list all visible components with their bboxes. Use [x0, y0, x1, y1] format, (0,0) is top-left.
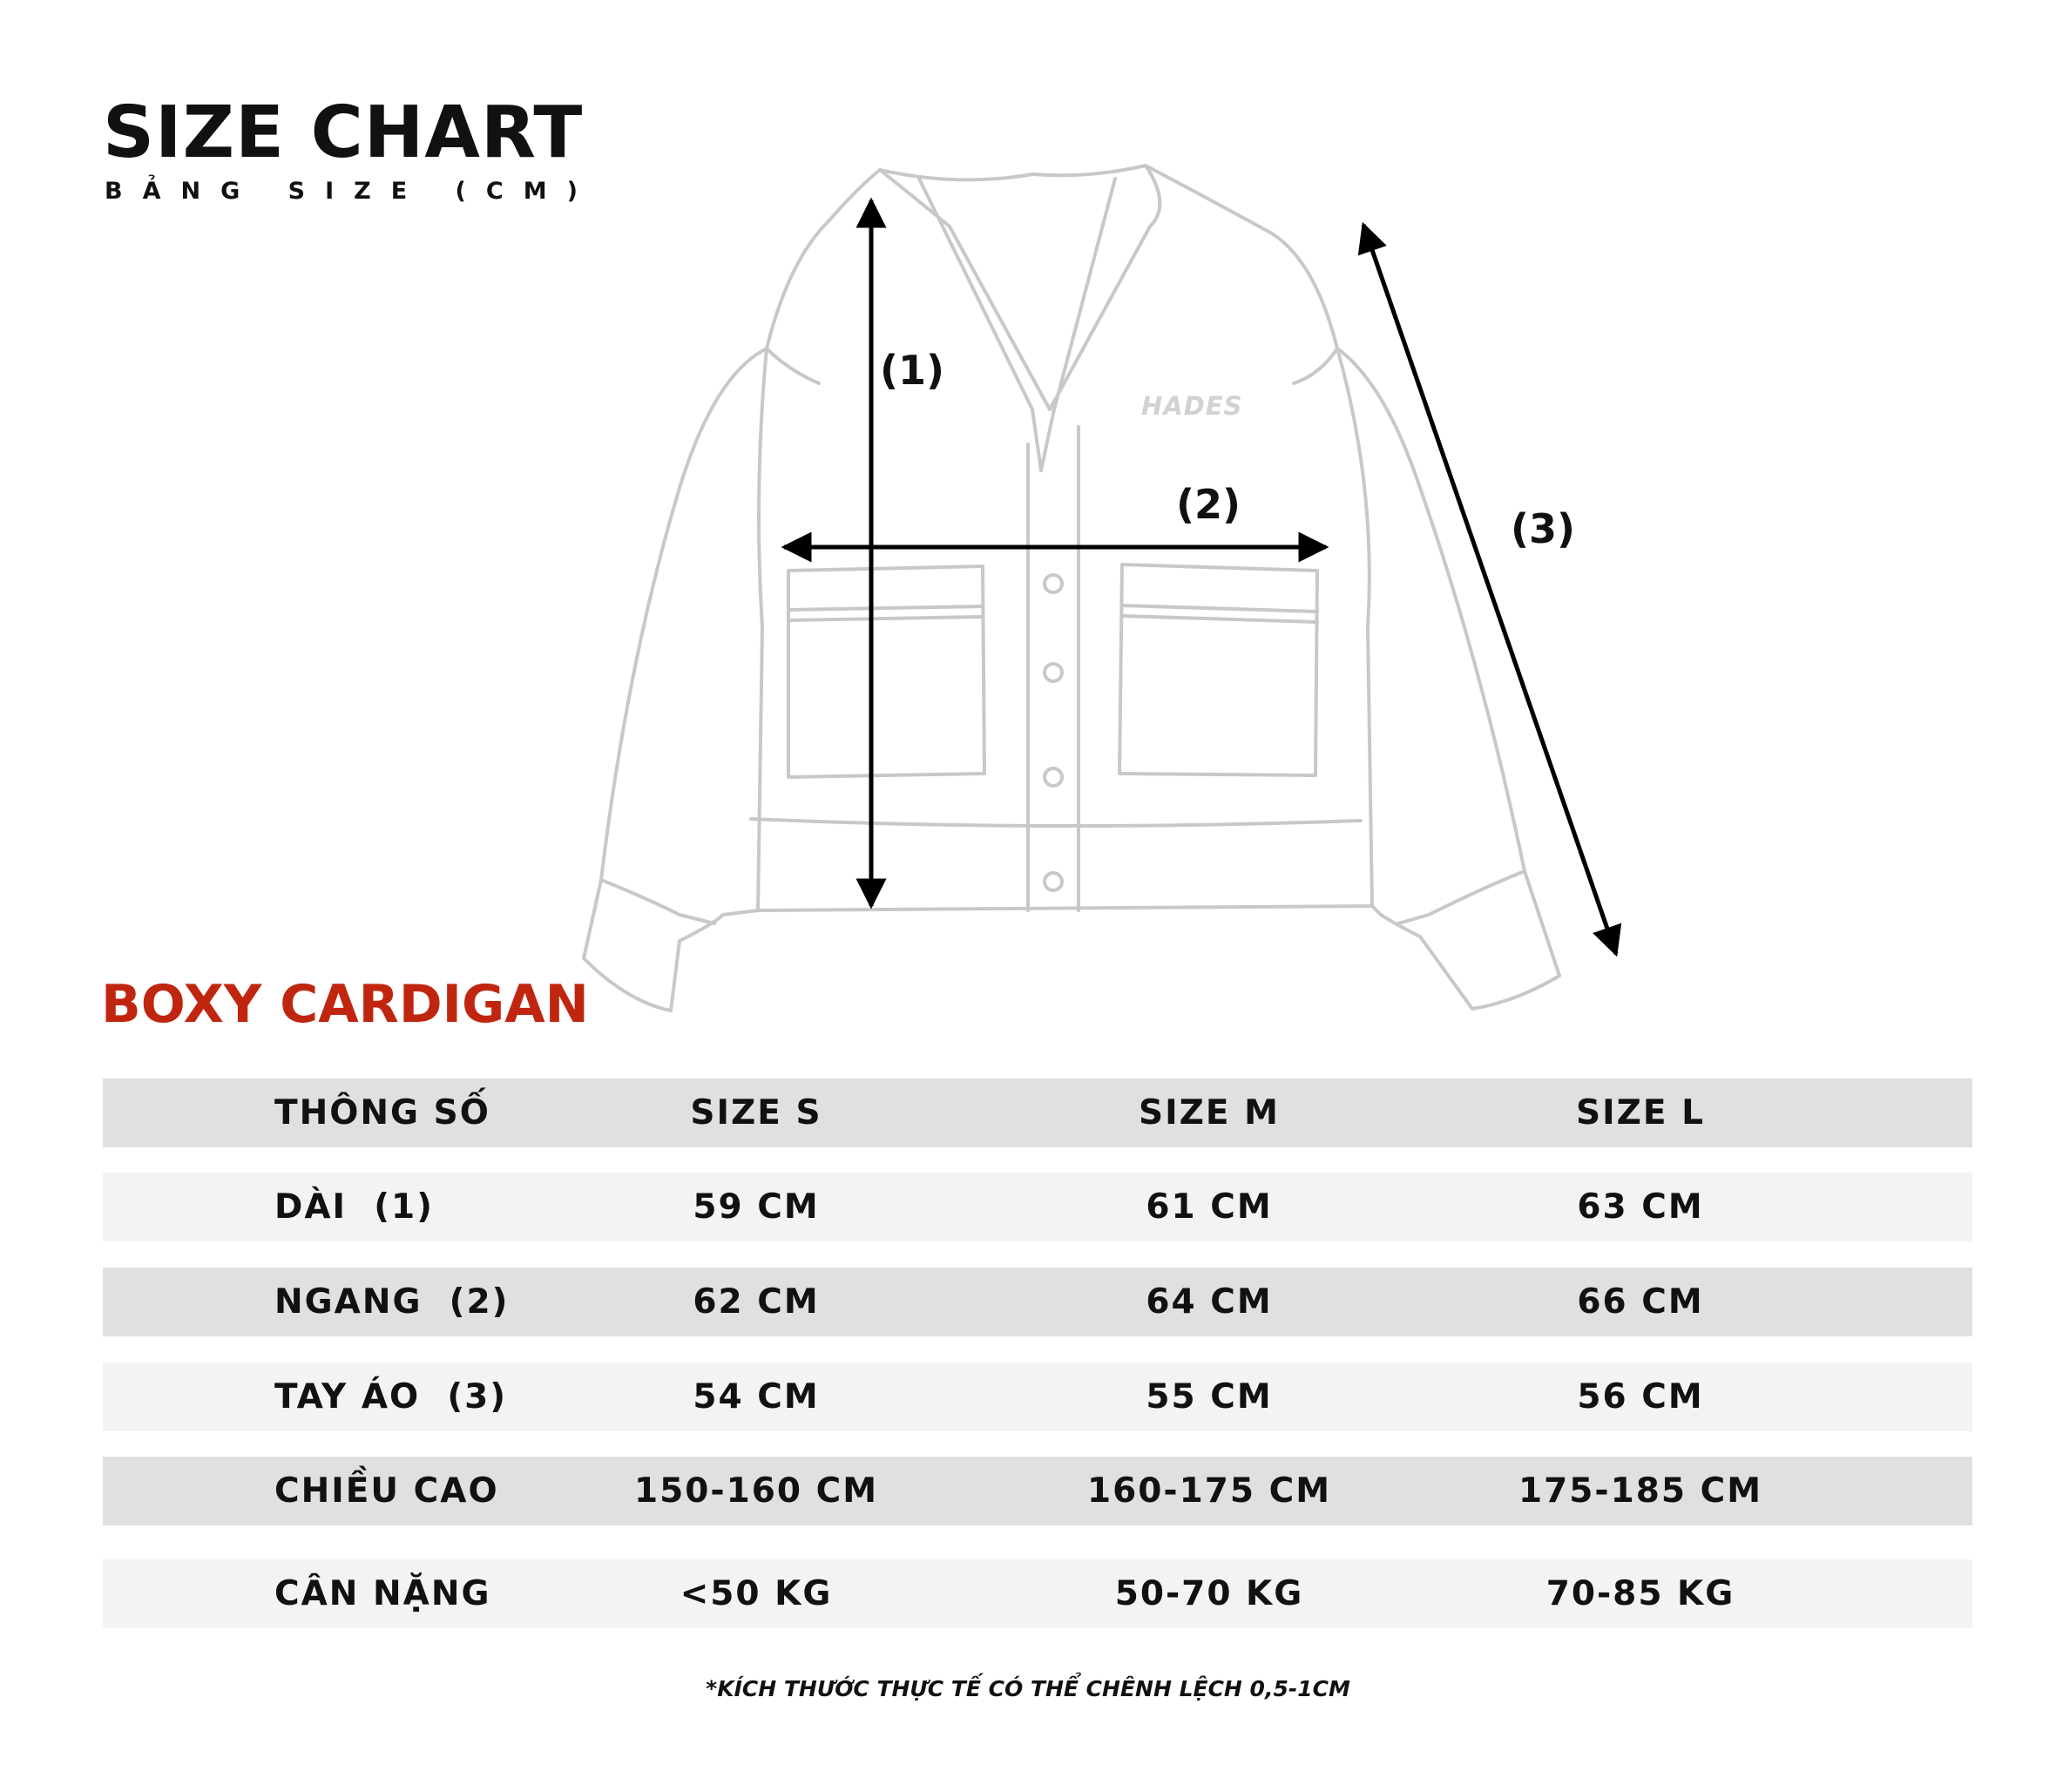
- table-cell: 150-160 CM: [633, 1471, 878, 1511]
- table-header-row: [103, 1079, 1972, 1147]
- row-label: CHIỀU CAO: [274, 1471, 499, 1511]
- row-label: DÀI (1): [274, 1187, 435, 1227]
- table-cell: 64 CM: [1146, 1282, 1273, 1322]
- table-row: [103, 1363, 1972, 1431]
- row-label: NGANG (2): [274, 1282, 510, 1322]
- row-label: TAY ÁO (3): [274, 1377, 508, 1417]
- table-cell: 63 CM: [1577, 1187, 1704, 1227]
- table-cell: 175-185 CM: [1518, 1471, 1762, 1511]
- table-row: [103, 1559, 1972, 1628]
- product-name: BOXY CARDIGAN: [101, 974, 589, 1035]
- table-cell: 61 CM: [1146, 1187, 1273, 1227]
- table-cell: 56 CM: [1577, 1377, 1704, 1417]
- header-cell-spec: THÔNG SỐ: [274, 1093, 490, 1133]
- header-cell-size-s: SIZE S: [690, 1093, 822, 1133]
- brand-logo: HADES: [1141, 391, 1243, 421]
- dimension-label-length: (1): [880, 347, 945, 394]
- dimension-label-sleeve: (3): [1511, 505, 1576, 552]
- table-row: [103, 1268, 1972, 1336]
- dimension-label-width: (2): [1176, 481, 1241, 528]
- row-label: CÂN NẶNG: [274, 1574, 491, 1613]
- table-cell: 59 CM: [693, 1187, 820, 1227]
- page-subtitle: BẢNG SIZE (CM): [105, 178, 598, 205]
- table-cell: 50-70 KG: [1114, 1574, 1304, 1613]
- table-cell: <50 KG: [680, 1574, 833, 1613]
- table-cell: 54 CM: [693, 1377, 820, 1417]
- table-row: [103, 1173, 1972, 1241]
- table-cell: 62 CM: [693, 1282, 820, 1322]
- footnote: *KÍCH THƯỚC THỰC TẾ CÓ THỂ CHÊNH LỆCH 0,5-1CM: [706, 1676, 1350, 1701]
- table-cell: 66 CM: [1577, 1282, 1704, 1322]
- table-cell: 55 CM: [1146, 1377, 1273, 1417]
- header-cell-size-m: SIZE M: [1139, 1093, 1280, 1133]
- table-row: [103, 1457, 1972, 1525]
- table-cell: 70-85 KG: [1545, 1574, 1735, 1613]
- cardigan-illustration: [558, 148, 1673, 1045]
- header-cell-size-l: SIZE L: [1576, 1093, 1705, 1133]
- page-title: SIZE CHART: [103, 91, 584, 174]
- table-cell: 160-175 CM: [1086, 1471, 1331, 1511]
